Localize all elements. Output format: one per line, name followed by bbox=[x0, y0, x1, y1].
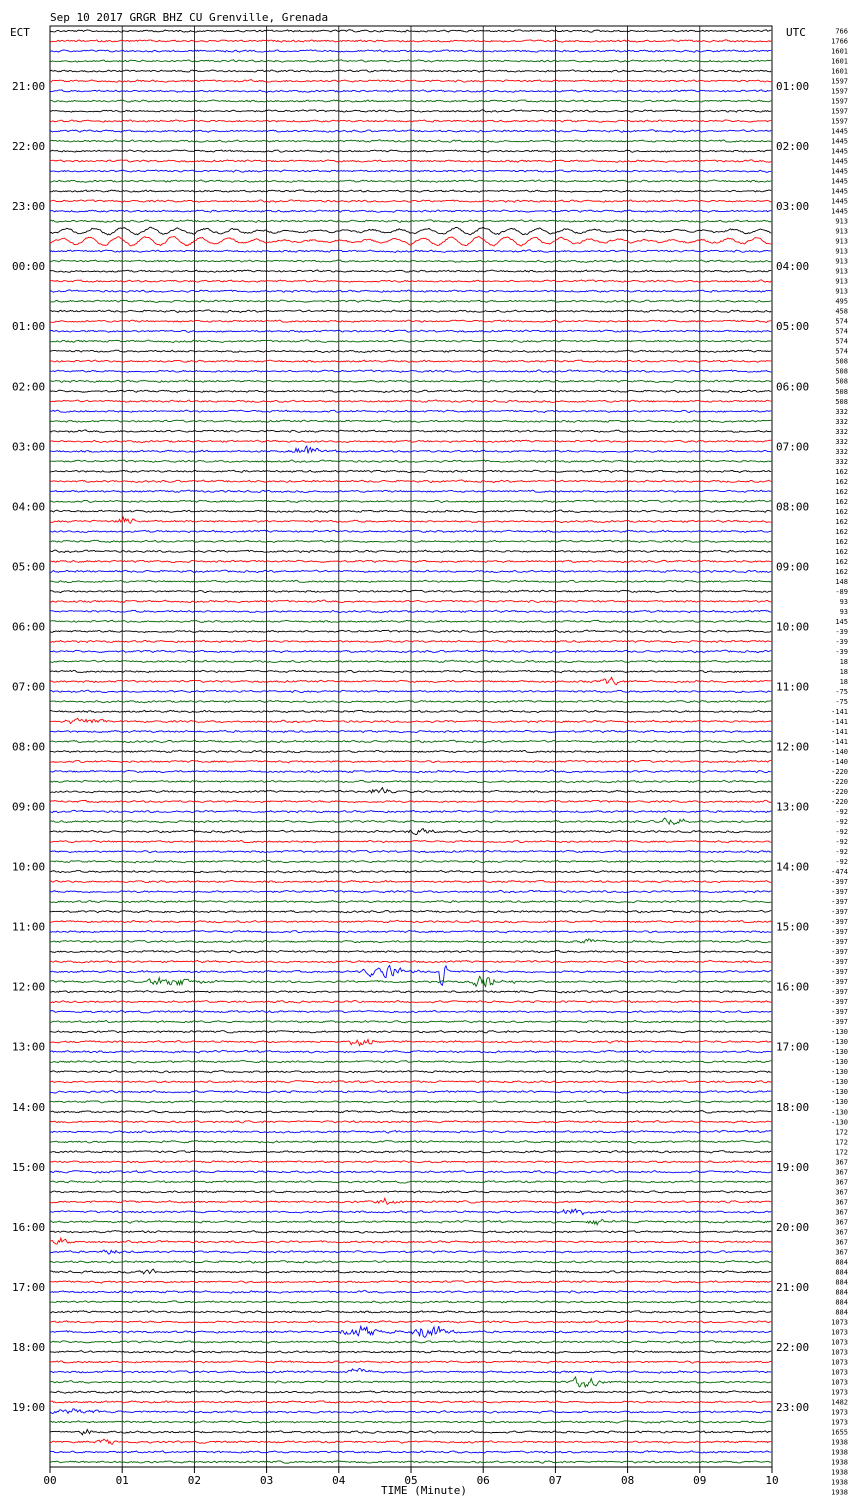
right-time-label: 23:00 bbox=[776, 1400, 810, 1414]
offset-label: -92 bbox=[835, 808, 848, 817]
offset-label: -39 bbox=[835, 647, 848, 656]
offset-label: 1445 bbox=[831, 177, 848, 186]
offset-label: 162 bbox=[835, 567, 848, 576]
offset-label: 574 bbox=[835, 347, 848, 356]
right-time-label: 08:00 bbox=[776, 500, 810, 514]
offset-label: -130 bbox=[831, 1068, 848, 1077]
x-tick-label: 00 bbox=[43, 1474, 57, 1487]
offset-label: -130 bbox=[831, 1038, 848, 1047]
offset-label: 162 bbox=[835, 527, 848, 536]
offset-label: 495 bbox=[835, 297, 848, 306]
offset-label: 1938 bbox=[831, 1438, 848, 1447]
left-time-label: 06:00 bbox=[12, 620, 46, 634]
offset-label: 1597 bbox=[831, 107, 848, 116]
offset-label: 1938 bbox=[831, 1448, 848, 1457]
offset-label: 367 bbox=[835, 1168, 848, 1177]
x-tick-label: 01 bbox=[115, 1474, 129, 1487]
offset-label: 1938 bbox=[831, 1488, 848, 1497]
offset-label: 1597 bbox=[831, 97, 848, 106]
offset-label: 93 bbox=[839, 597, 848, 606]
offset-label: -140 bbox=[831, 758, 848, 767]
left-time-label: 11:00 bbox=[12, 920, 46, 934]
offset-label: -75 bbox=[835, 687, 848, 696]
left-time-label: 05:00 bbox=[12, 560, 46, 574]
offset-label: 508 bbox=[835, 377, 848, 386]
offset-label: -397 bbox=[831, 878, 848, 887]
right-time-label: 07:00 bbox=[776, 440, 810, 454]
offset-label: 1073 bbox=[831, 1328, 848, 1337]
offset-label: 162 bbox=[835, 547, 848, 556]
offset-label: 1445 bbox=[831, 127, 848, 136]
offset-label: 884 bbox=[835, 1308, 848, 1317]
offset-label: 367 bbox=[835, 1228, 848, 1237]
offset-label: 172 bbox=[835, 1148, 848, 1157]
offset-label: 367 bbox=[835, 1218, 848, 1227]
offset-label: 1655 bbox=[831, 1428, 848, 1437]
offset-label: 162 bbox=[835, 537, 848, 546]
offset-label: 367 bbox=[835, 1188, 848, 1197]
x-axis-ticks bbox=[43, 1467, 778, 1487]
left-time-label: 18:00 bbox=[12, 1340, 46, 1354]
offset-label: -397 bbox=[831, 918, 848, 927]
offset-label: 1073 bbox=[831, 1368, 848, 1377]
offset-label: -130 bbox=[831, 1028, 848, 1037]
right-time-label: 04:00 bbox=[776, 260, 810, 274]
offset-label: 1597 bbox=[831, 87, 848, 96]
offset-label: -130 bbox=[831, 1048, 848, 1057]
offset-label: 884 bbox=[835, 1258, 848, 1267]
offset-label: 172 bbox=[835, 1138, 848, 1147]
offset-label: 913 bbox=[835, 237, 848, 246]
offset-label: 1445 bbox=[831, 147, 848, 156]
offset-label: 332 bbox=[835, 437, 848, 446]
left-time-label: 09:00 bbox=[12, 800, 46, 814]
left-timezone-label: ECT bbox=[10, 26, 30, 39]
left-time-label: 12:00 bbox=[12, 980, 46, 994]
offset-label: 367 bbox=[835, 1198, 848, 1207]
offset-label: -89 bbox=[835, 587, 848, 596]
left-time-label: 10:00 bbox=[12, 860, 46, 874]
offset-label: 367 bbox=[835, 1208, 848, 1217]
left-time-label: 02:00 bbox=[12, 380, 46, 394]
offset-label: 332 bbox=[835, 447, 848, 456]
offset-label: 913 bbox=[835, 217, 848, 226]
x-tick-label: 03 bbox=[259, 1474, 274, 1487]
right-time-label: 20:00 bbox=[776, 1220, 810, 1234]
right-time-label: 22:00 bbox=[776, 1340, 810, 1354]
right-time-label: 01:00 bbox=[776, 80, 810, 94]
x-tick-label: 08 bbox=[620, 1474, 635, 1487]
offset-label: 913 bbox=[835, 277, 848, 286]
offset-label: 332 bbox=[835, 407, 848, 416]
offset-label: -130 bbox=[831, 1118, 848, 1127]
offset-label: 1973 bbox=[831, 1408, 848, 1417]
left-time-label: 07:00 bbox=[12, 680, 46, 694]
offset-label: 1601 bbox=[831, 67, 848, 76]
offset-label: 508 bbox=[835, 397, 848, 406]
offset-label: 458 bbox=[835, 307, 848, 316]
offset-label: 162 bbox=[835, 497, 848, 506]
offset-label: 1073 bbox=[831, 1348, 848, 1357]
left-time-label: 17:00 bbox=[12, 1280, 46, 1294]
offset-label: 913 bbox=[835, 287, 848, 296]
offset-label: 367 bbox=[835, 1178, 848, 1187]
offset-label: 367 bbox=[835, 1238, 848, 1247]
chart-title: Sep 10 2017 GRGR BHZ CU Grenville, Grenada bbox=[50, 11, 329, 24]
left-time-label: 15:00 bbox=[12, 1160, 46, 1174]
offset-label: -92 bbox=[835, 858, 848, 867]
left-time-label: 23:00 bbox=[12, 200, 46, 214]
x-tick-label: 02 bbox=[187, 1474, 202, 1487]
right-timezone-label: UTC bbox=[786, 26, 806, 39]
right-time-label: 13:00 bbox=[776, 800, 810, 814]
offset-label: -141 bbox=[831, 727, 848, 736]
offset-label: 1073 bbox=[831, 1338, 848, 1347]
x-tick-label: 07 bbox=[548, 1474, 563, 1487]
offset-label: 148 bbox=[835, 577, 848, 586]
offset-label: -92 bbox=[835, 818, 848, 827]
offset-label: 884 bbox=[835, 1288, 848, 1297]
offset-label: 1766 bbox=[831, 37, 848, 46]
left-time-label: 16:00 bbox=[12, 1220, 46, 1234]
offset-label: -130 bbox=[831, 1088, 848, 1097]
offset-label: -130 bbox=[831, 1098, 848, 1107]
offset-label: -397 bbox=[831, 978, 848, 987]
right-time-label: 03:00 bbox=[776, 200, 810, 214]
offset-label: 913 bbox=[835, 267, 848, 276]
offset-labels bbox=[831, 28, 848, 1497]
offset-label: 574 bbox=[835, 317, 848, 326]
offset-label: 145 bbox=[835, 617, 848, 626]
right-time-label: 21:00 bbox=[776, 1280, 810, 1294]
right-time-label: 18:00 bbox=[776, 1100, 810, 1114]
offset-label: 508 bbox=[835, 367, 848, 376]
offset-label: -397 bbox=[831, 1018, 848, 1027]
offset-label: 162 bbox=[835, 517, 848, 526]
right-time-label: 09:00 bbox=[776, 560, 810, 574]
right-time-label: 16:00 bbox=[776, 980, 810, 994]
offset-label: 1445 bbox=[831, 207, 848, 216]
offset-label: -92 bbox=[835, 838, 848, 847]
offset-label: 1938 bbox=[831, 1458, 848, 1467]
offset-label: 162 bbox=[835, 557, 848, 566]
offset-label: 1445 bbox=[831, 157, 848, 166]
offset-label: 1445 bbox=[831, 197, 848, 206]
offset-label: 367 bbox=[835, 1158, 848, 1167]
offset-label: 1597 bbox=[831, 117, 848, 126]
offset-label: -130 bbox=[831, 1078, 848, 1087]
x-axis-label: TIME (Minute) bbox=[380, 1484, 468, 1497]
offset-label: 18 bbox=[839, 657, 848, 666]
offset-label: -130 bbox=[831, 1108, 848, 1117]
right-time-label: 06:00 bbox=[776, 380, 810, 394]
left-time-label: 08:00 bbox=[12, 740, 46, 754]
offset-label: 18 bbox=[839, 667, 848, 676]
offset-label: -220 bbox=[831, 798, 848, 807]
right-time-label: 14:00 bbox=[776, 860, 810, 874]
offset-label: -140 bbox=[831, 748, 848, 757]
right-time-label: 17:00 bbox=[776, 1040, 810, 1054]
offset-label: 1973 bbox=[831, 1418, 848, 1427]
offset-label: -92 bbox=[835, 848, 848, 857]
offset-label: 913 bbox=[835, 257, 848, 266]
offset-label: 508 bbox=[835, 387, 848, 396]
offset-label: -141 bbox=[831, 707, 848, 716]
offset-label: 913 bbox=[835, 227, 848, 236]
offset-label: -397 bbox=[831, 958, 848, 967]
offset-label: -397 bbox=[831, 928, 848, 937]
left-time-label: 21:00 bbox=[12, 80, 46, 94]
left-time-label: 04:00 bbox=[12, 500, 46, 514]
offset-label: 1445 bbox=[831, 187, 848, 196]
offset-label: 332 bbox=[835, 417, 848, 426]
offset-label: -75 bbox=[835, 697, 848, 706]
offset-label: -220 bbox=[831, 778, 848, 787]
offset-label: 884 bbox=[835, 1278, 848, 1287]
offset-label: 766 bbox=[835, 27, 848, 36]
right-time-label: 10:00 bbox=[776, 620, 810, 634]
left-time-label: 14:00 bbox=[12, 1100, 46, 1114]
offset-label: -397 bbox=[831, 968, 848, 977]
offset-label: -474 bbox=[831, 868, 848, 877]
left-time-label: 13:00 bbox=[12, 1040, 46, 1054]
left-time-label: 00:00 bbox=[12, 260, 46, 274]
offset-label: 93 bbox=[839, 607, 848, 616]
offset-label: -39 bbox=[835, 637, 848, 646]
left-time-label: 03:00 bbox=[12, 440, 46, 454]
x-tick-label: 04 bbox=[332, 1474, 346, 1487]
right-time-label: 11:00 bbox=[776, 680, 810, 694]
offset-label: 1073 bbox=[831, 1358, 848, 1367]
offset-label: 574 bbox=[835, 327, 848, 336]
offset-label: 1445 bbox=[831, 137, 848, 146]
offset-label: 884 bbox=[835, 1298, 848, 1307]
x-tick-label: 09 bbox=[693, 1474, 707, 1487]
offset-label: 1601 bbox=[831, 47, 848, 56]
offset-label: -397 bbox=[831, 888, 848, 897]
offset-label: 18 bbox=[839, 677, 848, 686]
left-time-label: 19:00 bbox=[12, 1400, 46, 1414]
offset-label: 1445 bbox=[831, 167, 848, 176]
offset-label: -130 bbox=[831, 1058, 848, 1067]
left-time-label: 01:00 bbox=[12, 320, 46, 334]
offset-label: 172 bbox=[835, 1128, 848, 1137]
offset-label: 508 bbox=[835, 357, 848, 366]
offset-label: -397 bbox=[831, 938, 848, 947]
offset-label: -141 bbox=[831, 737, 848, 746]
offset-label: -92 bbox=[835, 828, 848, 837]
offset-label: 1482 bbox=[831, 1398, 848, 1407]
offset-label: -397 bbox=[831, 988, 848, 997]
x-tick-label: 06 bbox=[476, 1474, 490, 1487]
x-tick-label: 05 bbox=[404, 1474, 418, 1487]
right-time-label: 02:00 bbox=[776, 140, 810, 154]
offset-label: -220 bbox=[831, 768, 848, 777]
offset-label: -397 bbox=[831, 948, 848, 957]
left-time-label: 22:00 bbox=[12, 140, 46, 154]
offset-label: 574 bbox=[835, 337, 848, 346]
right-time-label: 15:00 bbox=[776, 920, 810, 934]
offset-label: 162 bbox=[835, 477, 848, 486]
offset-label: 1597 bbox=[831, 77, 848, 86]
offset-label: -397 bbox=[831, 998, 848, 1007]
offset-label: 1073 bbox=[831, 1318, 848, 1327]
offset-label: 1973 bbox=[831, 1388, 848, 1397]
offset-label: -39 bbox=[835, 627, 848, 636]
offset-label: 1601 bbox=[831, 57, 848, 66]
offset-label: 162 bbox=[835, 507, 848, 516]
right-time-label: 05:00 bbox=[776, 320, 810, 334]
offset-label: 367 bbox=[835, 1248, 848, 1257]
offset-label: 1938 bbox=[831, 1478, 848, 1487]
offset-label: 1938 bbox=[831, 1468, 848, 1477]
offset-label: 162 bbox=[835, 487, 848, 496]
right-time-label: 12:00 bbox=[776, 740, 810, 754]
offset-label: 332 bbox=[835, 457, 848, 466]
offset-label: -397 bbox=[831, 898, 848, 907]
x-tick-label: 10 bbox=[765, 1474, 779, 1487]
offset-label: -141 bbox=[831, 717, 848, 726]
offset-label: 913 bbox=[835, 247, 848, 256]
offset-label: 332 bbox=[835, 427, 848, 436]
offset-label: 162 bbox=[835, 467, 848, 476]
offset-label: -397 bbox=[831, 908, 848, 917]
offset-label: -220 bbox=[831, 788, 848, 797]
offset-label: 884 bbox=[835, 1268, 848, 1277]
offset-label: 1073 bbox=[831, 1378, 848, 1387]
right-time-label: 19:00 bbox=[776, 1160, 810, 1174]
offset-label: -397 bbox=[831, 1008, 848, 1017]
